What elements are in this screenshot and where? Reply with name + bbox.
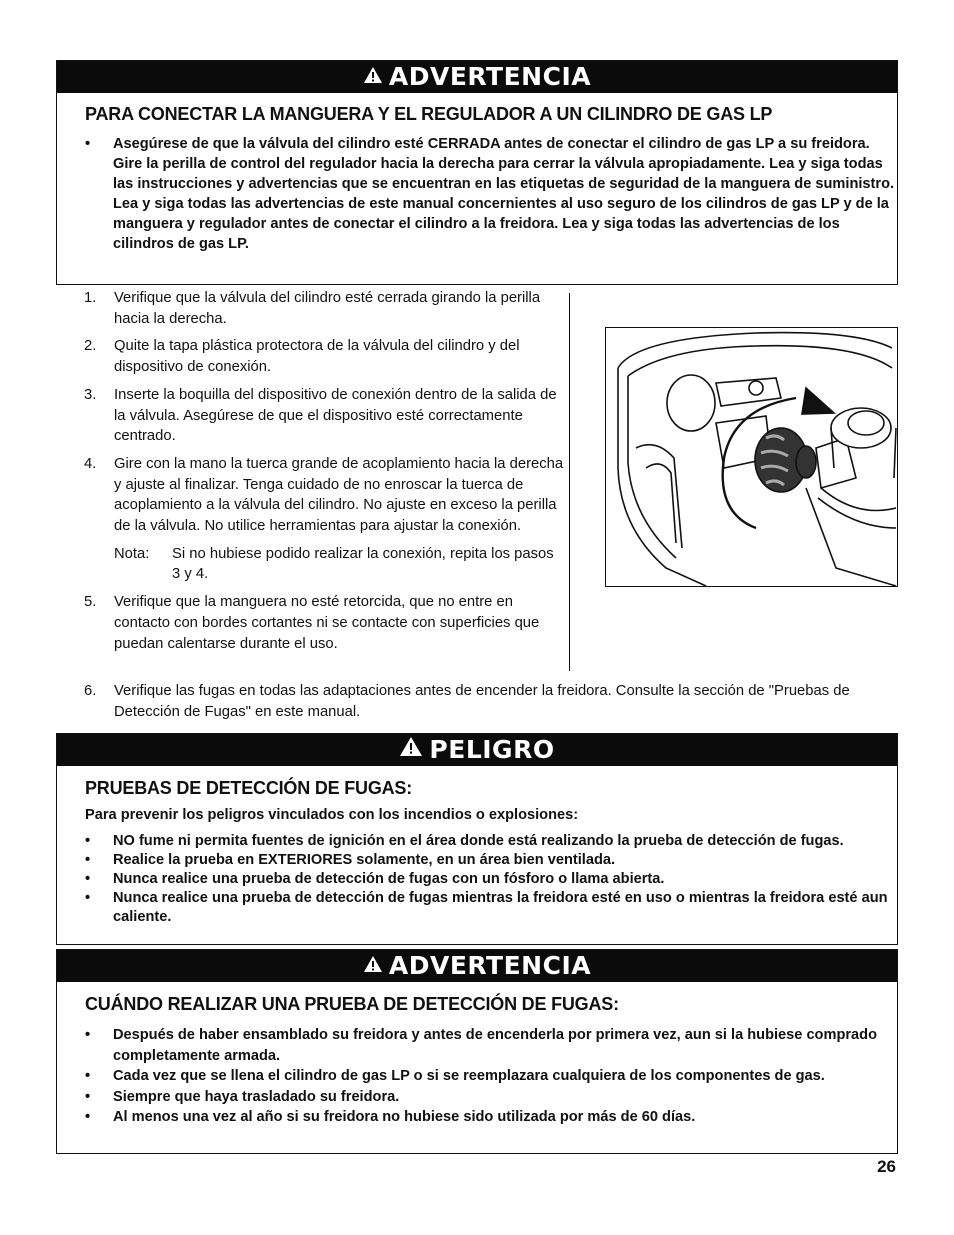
connection-steps	[84, 288, 564, 661]
section-heading: PARA CONECTAR LA MANGUERA Y EL REGULADOR A UN CILINDRO DE GAS LP	[85, 104, 773, 124]
step-item: 3. Inserte la boquilla del dispositivo de conexión dentro de la salida de la válvula. Asegúrese de que el dispositivo esté correctamente centrado.	[84, 386, 557, 445]
warning-banner	[57, 950, 897, 982]
danger-bullet: • NO fume ni permita fuentes de ignición en el área donde está realizando la prueba de detección de fugas.	[57, 832, 897, 851]
valve-connection-illustration	[605, 327, 898, 587]
warning-banner-text: ADVERTENCIA	[388, 62, 592, 91]
danger-bullet: • Nunca realice una prueba de detección de fugas mientras la freidora esté en uso o mientras la freidora esté aun caliente.	[57, 889, 897, 927]
step-item: 6. Verifique las fugas en todas las adaptaciones antes de encender la freidora. Consulte la sección de "Pruebas de Detección de Fugas" en este manual.	[84, 683, 850, 720]
page-number: 26	[877, 1157, 896, 1176]
warning-bullet: • Después de haber ensamblado su freidora y antes de encenderla por primera vez, aun si la hubiese comprado completamente armada.	[57, 1025, 897, 1066]
step-item: 4. Gire con la mano la tuerca grande de acoplamiento hacia la derecha y ajuste al finalizar. Tenga cuidado de no enroscar la tuerca de acoplamiento a la válvula del cilindro. No ajuste en exceso la perilla de la válvula. No utilice herramientas para ajustar la conexión.	[84, 455, 564, 535]
step-item: 5. Verifique que la manguera no esté retorcida, que no entre en contacto con bordes cortantes ni se contacte con superficies que puedan calentarse durante el uso.	[84, 594, 540, 652]
note	[114, 544, 564, 585]
step-item: 2. Quite la tapa plástica protectora de la válvula del cilindro y del dispositivo de conexión.	[84, 338, 520, 376]
danger-box-leak-tests	[56, 733, 898, 945]
danger-banner-text: PELIGRO	[429, 735, 555, 764]
warning-bullet-list	[57, 134, 897, 254]
section-heading: PRUEBAS DE DETECCIÓN DE FUGAS:	[85, 778, 413, 798]
danger-bullet-list	[57, 832, 897, 927]
note-label: Nota:	[114, 545, 150, 562]
section-subheading: Para prevenir los peligros vinculados con los incendios o explosiones:	[85, 807, 579, 823]
warning-box-connect	[56, 60, 898, 285]
step-item: 1. Verifique que la válvula del cilindro esté cerrada girando la perilla hacia la derecha.	[84, 290, 541, 327]
warning-banner-text: ADVERTENCIA	[388, 951, 592, 980]
warning-banner	[57, 61, 897, 93]
warning-triangle-icon	[363, 949, 383, 981]
warning-box-when-to-test	[56, 949, 898, 1154]
danger-bullet: • Realice la prueba en EXTERIORES solamente, en un área bien ventilada.	[57, 851, 897, 870]
warning-bullet: • Al menos una vez al año si su freidora no hubiese sido utilizada por más de 60 días.	[57, 1107, 897, 1128]
section-heading: CUÁNDO REALIZAR UNA PRUEBA DE DETECCIÓN DE FUGAS:	[85, 994, 619, 1014]
danger-banner	[57, 734, 897, 766]
warning-triangle-icon	[399, 733, 423, 765]
warning-bullet: • Cada vez que se llena el cilindro de gas LP o si se reemplazara cualquiera de los componentes de gas.	[57, 1066, 897, 1087]
danger-bullet: • Nunca realice una prueba de detección de fugas con un fósforo o llama abierta.	[57, 870, 897, 889]
warning-bullet: • Asegúrese de que la válvula del cilindro esté CERRADA antes de conectar el cilindro de gas LP a su freidora. Gire la perilla de control del regulador hacia la derecha para cerrar la válvula apropiadamente. Lea y siga todas las instrucciones y advertencias que se encuentran en las etiquetas de seguridad de la manguera de suministro. Lea y siga todas las advertencias de este manual concernientes al uso seguro de los cilindros de gas LP y de la manguera y regulador antes de conectar el cilindro a la freidora. Lea y siga todas las advertencias de los cilindros de gas LP.	[57, 134, 897, 254]
column-divider	[569, 293, 570, 671]
note-text: Si no hubiese podido realizar la conexión, repita los pasos 3 y 4.	[172, 545, 554, 583]
warning-triangle-icon	[363, 60, 383, 92]
warning-bullet-list	[57, 1025, 897, 1128]
warning-bullet: • Siempre que haya trasladado su freidora.	[57, 1087, 897, 1108]
